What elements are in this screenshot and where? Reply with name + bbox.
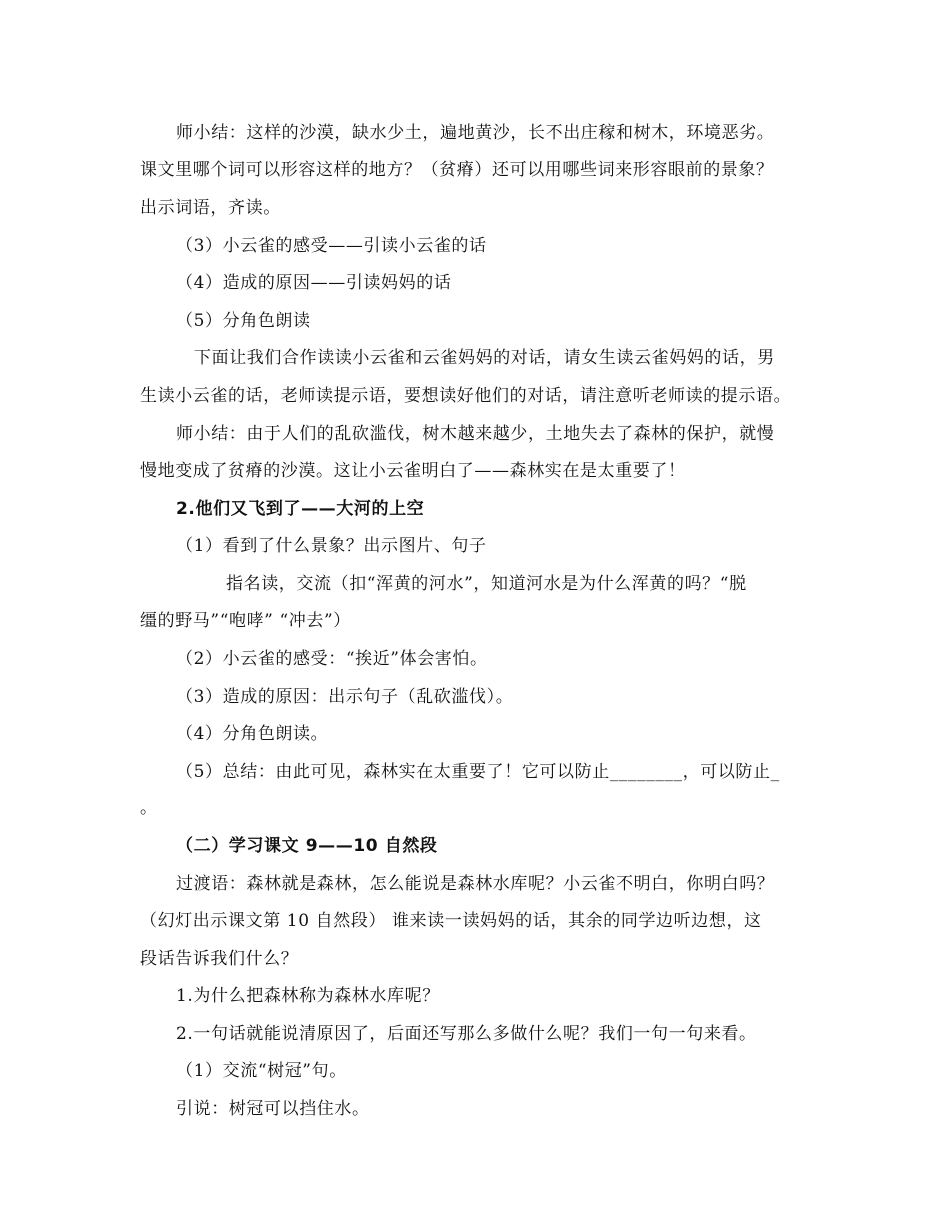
paragraph-line: 缰的野马”“咆哮” “冲去”） [140, 611, 351, 631]
paragraph-line: 师小结：这样的沙漠，缺水少土，遍地黄沙，长不出庄稼和树木，环境恶劣。 [176, 123, 775, 143]
section-heading: 2.他们又飞到了——大河的上空 [176, 499, 425, 519]
list-item: （3）造成的原因：出示句子（乱砍滥伐）。 [176, 687, 514, 707]
list-item: （1）看到了什么景象？出示图片、句子 [176, 536, 487, 556]
paragraph-line: 出示词语，齐读。 [140, 198, 281, 218]
paragraph-line: 课文里哪个词可以形容这样的地方？（贫瘠）还可以用哪些词来形容眼前的景象？ [140, 160, 774, 180]
list-item: （5）分角色朗读 [176, 311, 311, 331]
list-item: （4）造成的原因——引读妈妈的话 [176, 273, 452, 293]
list-item: （1）交流“树冠”句。 [176, 1061, 347, 1081]
list-item: （4）分角色朗读。 [176, 724, 329, 744]
paragraph-line: 指名读，交流（扣“浑黄的河水”，知道河水是为什么浑黄的吗？“脱 [226, 574, 747, 594]
list-item: （3）小云雀的感受——引读小云雀的话 [176, 236, 487, 256]
paragraph-line: 下面让我们合作读读小云雀和云雀妈妈的对话，请女生读云雀妈妈的话，男 [194, 348, 775, 368]
list-item: （5）总结：由此可见，森林实在太重要了！它可以防止________，可以防止_ [176, 762, 780, 782]
paragraph-line: 师小结：由于人们的乱砍滥伐，树木越来越少，土地失去了森林的保护，就慢 [176, 424, 775, 444]
section-heading: （二）学习课文 9——10 自然段 [176, 836, 438, 856]
list-item: （2）小云雀的感受：“挨近”体会害怕。 [176, 649, 488, 669]
paragraph-line: （幻灯出示课文第 10 自然段） 谁来读一读妈妈的话，其余的同学边听边想，这 [140, 911, 762, 931]
paragraph-line: 慢地变成了贫瘠的沙漠。这让小云雀明白了——森林实在是太重要了！ [140, 461, 686, 481]
paragraph-line: 过渡语：森林就是森林，怎么能说是森林水库呢？小云雀不明白，你明白吗？ [176, 874, 775, 894]
paragraph-line: 生读小云雀的话，老师读提示语，要想读好他们的对话，请注意听老师读的提示语。 [140, 386, 792, 406]
paragraph-line: 。 [140, 798, 158, 818]
list-item: 2.一句话就能说清原因了，后面还写那么多做什么呢？我们一句一句来看。 [176, 1024, 757, 1044]
paragraph-line: 段话告诉我们什么？ [140, 949, 299, 969]
list-item: 1.为什么把森林称为森林水库呢？ [176, 986, 440, 1006]
paragraph-line: 引说：树冠可以挡住水。 [176, 1099, 370, 1119]
